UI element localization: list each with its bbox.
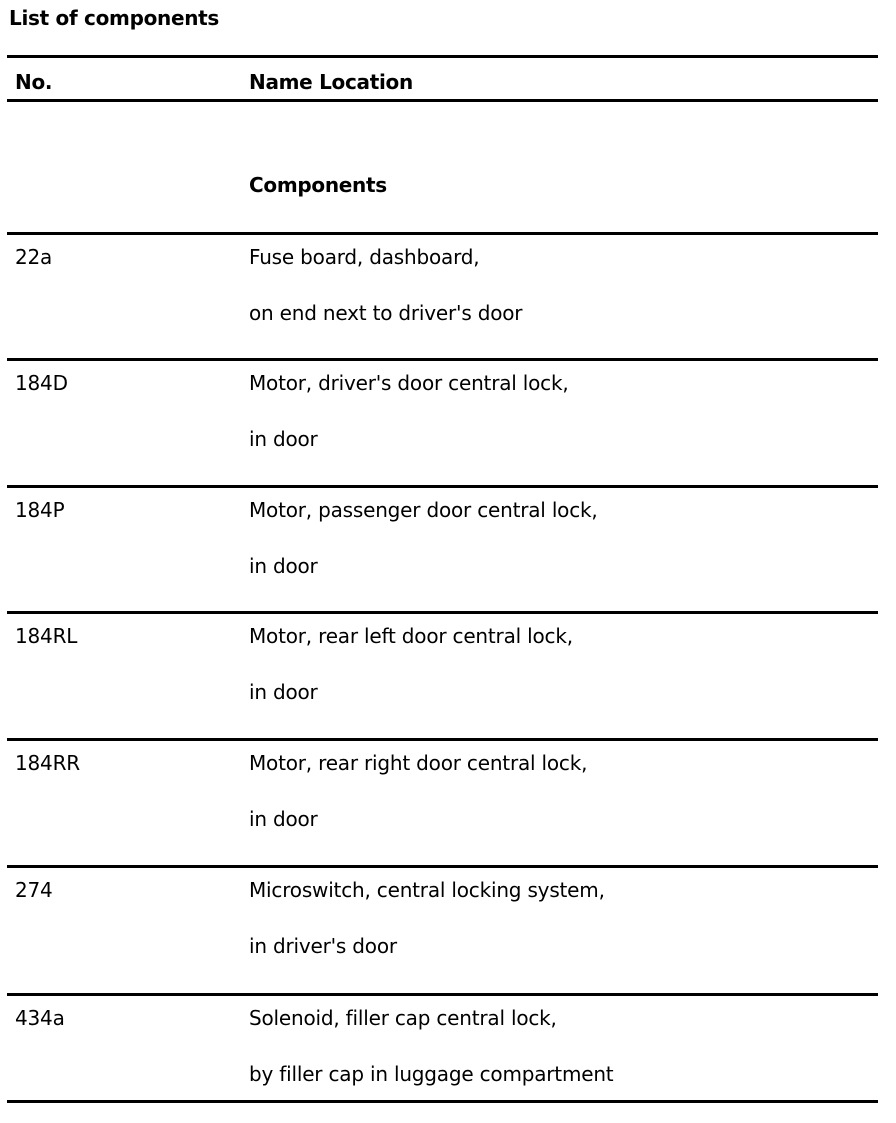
component-number: 184RR <box>15 751 80 775</box>
table-row <box>0 614 896 741</box>
component-name: Motor, rear right door central lock, <box>249 751 588 775</box>
column-header-name-location: Name Location <box>249 70 413 94</box>
table-row <box>0 996 896 1123</box>
table-row <box>0 868 896 995</box>
header-bottom-rule <box>7 99 878 102</box>
component-location: on end next to driver's door <box>249 301 523 325</box>
table-bottom-rule <box>7 1100 878 1103</box>
component-name: Solenoid, filler cap central lock, <box>249 1006 557 1030</box>
component-number: 274 <box>15 878 53 902</box>
page-title: List of components <box>9 6 220 30</box>
component-location: in door <box>249 554 318 578</box>
table-row <box>0 741 896 868</box>
section-heading: Components <box>249 173 387 197</box>
component-name: Microswitch, central locking system, <box>249 878 605 902</box>
component-number: 22a <box>15 245 53 269</box>
component-name: Motor, rear left door central lock, <box>249 624 573 648</box>
component-number: 184D <box>15 371 68 395</box>
component-location: by filler cap in luggage compartment <box>249 1062 614 1086</box>
component-name: Motor, driver's door central lock, <box>249 371 569 395</box>
header-top-rule <box>7 55 878 58</box>
component-location: in door <box>249 427 318 451</box>
column-header-no: No. <box>15 70 53 94</box>
component-number: 184RL <box>15 624 78 648</box>
component-name: Fuse board, dashboard, <box>249 245 480 269</box>
table-row <box>0 361 896 488</box>
component-location: in door <box>249 807 318 831</box>
component-location: in door <box>249 680 318 704</box>
component-name: Motor, passenger door central lock, <box>249 498 598 522</box>
component-location: in driver's door <box>249 934 397 958</box>
component-number: 184P <box>15 498 65 522</box>
component-number: 434a <box>15 1006 65 1030</box>
table-row <box>0 488 896 615</box>
table-row <box>0 235 896 362</box>
